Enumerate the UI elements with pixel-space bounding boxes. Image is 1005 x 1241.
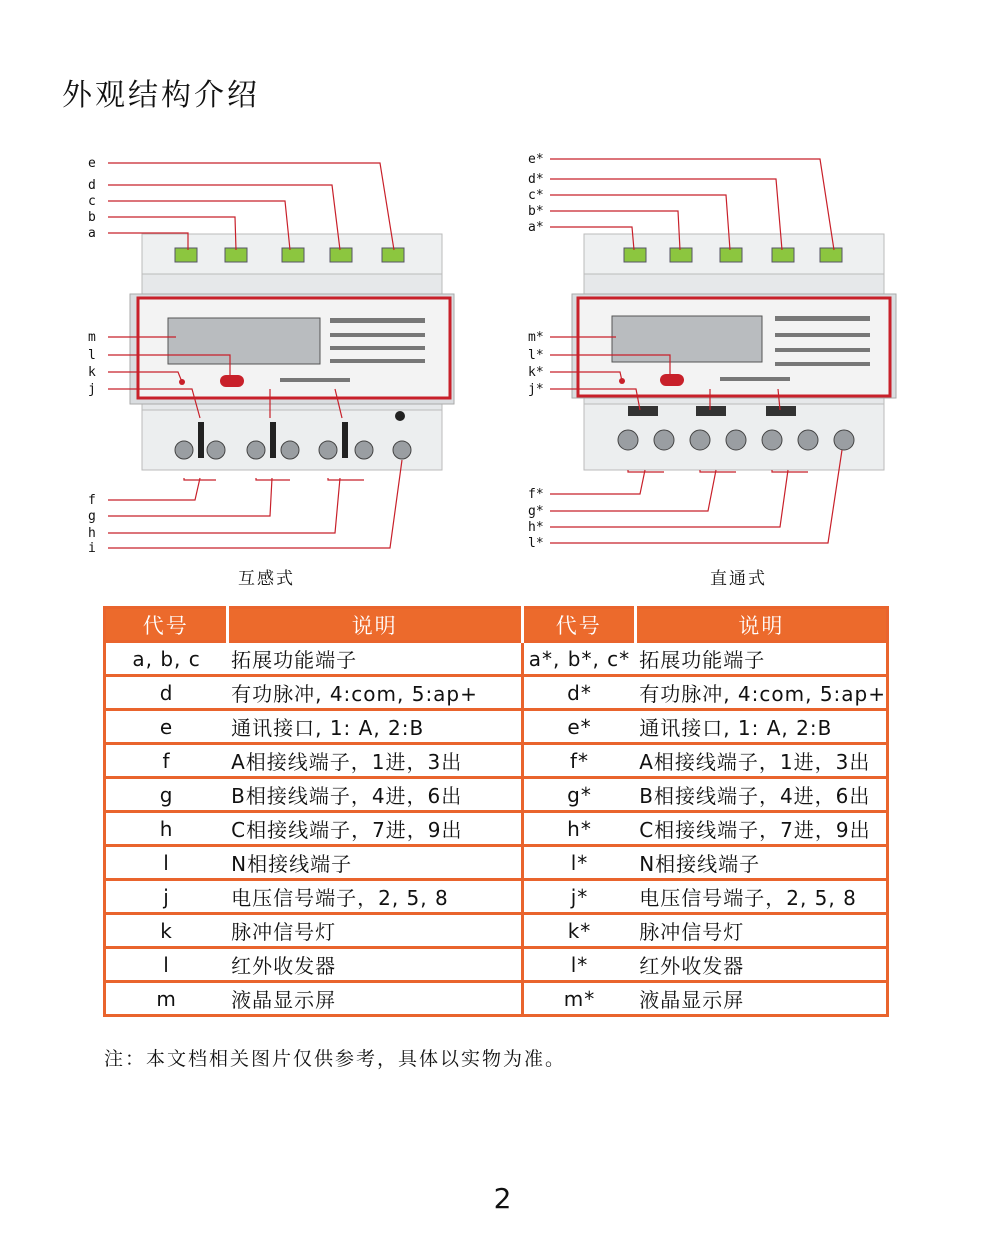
row-code-left: g [105, 778, 228, 812]
row-code-left: j [105, 880, 228, 914]
callout-j-star: j* [528, 382, 544, 397]
table-row [105, 642, 888, 676]
callout-e: e [88, 156, 96, 171]
callout-g: g [88, 509, 96, 524]
row-code-right: f* [522, 744, 635, 778]
header-desc-left: 说明 [227, 608, 522, 642]
row-desc-right: B相接线端子，4进，6出 [635, 778, 887, 812]
table-row [105, 948, 888, 982]
row-code-left: l [105, 846, 228, 880]
page-number: 2 [493, 1182, 512, 1215]
callout-h: h [88, 526, 96, 541]
row-desc-left: 液晶显示屏 [227, 982, 522, 1016]
row-desc-right: 脉冲信号灯 [635, 914, 887, 948]
row-desc-left: 有功脉冲, 4:com, 5:ap+ [227, 676, 522, 710]
table-row [105, 846, 888, 880]
table-body [105, 642, 888, 1016]
callout-l-star-bottom: l* [528, 536, 544, 551]
figure-caption-right: 直通式 [710, 569, 767, 589]
row-code-left: l [105, 948, 228, 982]
row-code-left: a, b, c [105, 642, 228, 676]
row-desc-left: N相接线端子 [227, 846, 522, 880]
row-code-left: h [105, 812, 228, 846]
callout-m-star: m* [528, 330, 544, 345]
row-code-right: g* [522, 778, 635, 812]
callout-k-star: k* [528, 365, 544, 380]
table-header-row [105, 608, 888, 642]
table-row [105, 914, 888, 948]
row-desc-right: C相接线端子，7进，9出 [635, 812, 887, 846]
callout-g-star: g* [528, 504, 544, 519]
row-desc-right: 液晶显示屏 [635, 982, 887, 1016]
row-desc-right: 有功脉冲, 4:com, 5:ap+ [635, 676, 887, 710]
row-desc-right: 通讯接口, 1: A, 2:B [635, 710, 887, 744]
table-row [105, 744, 888, 778]
row-desc-left: 拓展功能端子 [227, 642, 522, 676]
header-desc-right: 说明 [635, 608, 887, 642]
callout-d-star: d* [528, 172, 544, 187]
table-row [105, 880, 888, 914]
row-desc-right: 红外收发器 [635, 948, 887, 982]
figure-caption-left: 互感式 [238, 569, 295, 589]
row-code-left: k [105, 914, 228, 948]
callout-b-star: b* [528, 204, 544, 219]
table-row [105, 778, 888, 812]
row-code-right: h* [522, 812, 635, 846]
row-desc-right: 拓展功能端子 [635, 642, 887, 676]
row-desc-left: A相接线端子，1进，3出 [227, 744, 522, 778]
callout-i: i [88, 541, 96, 556]
callout-m: m [88, 330, 96, 345]
callout-f: f [88, 493, 96, 508]
callout-a-star: a* [528, 220, 544, 235]
row-desc-left: 红外收发器 [227, 948, 522, 982]
header-code-right: 代号 [522, 608, 635, 642]
header-code-left: 代号 [105, 608, 228, 642]
callout-h-star: h* [528, 520, 544, 535]
table-row [105, 812, 888, 846]
row-code-right: l* [522, 846, 635, 880]
callout-c: c [88, 194, 96, 209]
callout-e-star: e* [528, 152, 544, 167]
row-code-right: m* [522, 982, 635, 1016]
callout-c-star: c* [528, 188, 544, 203]
row-desc-left: 脉冲信号灯 [227, 914, 522, 948]
row-code-right: d* [522, 676, 635, 710]
callout-l: l [88, 348, 96, 363]
row-code-left: m [105, 982, 228, 1016]
row-desc-left: C相接线端子，7进，9出 [227, 812, 522, 846]
callout-a: a [88, 226, 96, 241]
table-row [105, 676, 888, 710]
callout-k: k [88, 365, 96, 380]
callout-b: b [88, 210, 96, 225]
table-row [105, 710, 888, 744]
meter-illustration-right [520, 148, 960, 568]
row-desc-right: N相接线端子 [635, 846, 887, 880]
meter-figure-transformer [80, 148, 520, 589]
spec-table [103, 606, 889, 1017]
page-title: 外观结构介绍 [62, 78, 260, 113]
callout-d: d [88, 178, 96, 193]
callout-l-star: l* [528, 348, 544, 363]
row-code-left: f [105, 744, 228, 778]
row-code-right: j* [522, 880, 635, 914]
row-code-left: e [105, 710, 228, 744]
meter-figure-direct [520, 148, 960, 589]
row-code-right: e* [522, 710, 635, 744]
meter-illustration-left [80, 148, 520, 568]
row-code-right: l* [522, 948, 635, 982]
callout-f-star: f* [528, 487, 544, 502]
table-row [105, 982, 888, 1016]
row-desc-right: A相接线端子，1进，3出 [635, 744, 887, 778]
row-desc-left: 电压信号端子，2, 5, 8 [227, 880, 522, 914]
row-code-right: k* [522, 914, 635, 948]
row-code-right: a*, b*, c* [522, 642, 635, 676]
row-desc-right: 电压信号端子，2, 5, 8 [635, 880, 887, 914]
row-code-left: d [105, 676, 228, 710]
row-desc-left: 通讯接口, 1: A, 2:B [227, 710, 522, 744]
row-desc-left: B相接线端子，4进，6出 [227, 778, 522, 812]
disclaimer-note: 注：本文档相关图片仅供参考，具体以实物为准。 [104, 1048, 567, 1070]
callout-j: j [88, 382, 96, 397]
